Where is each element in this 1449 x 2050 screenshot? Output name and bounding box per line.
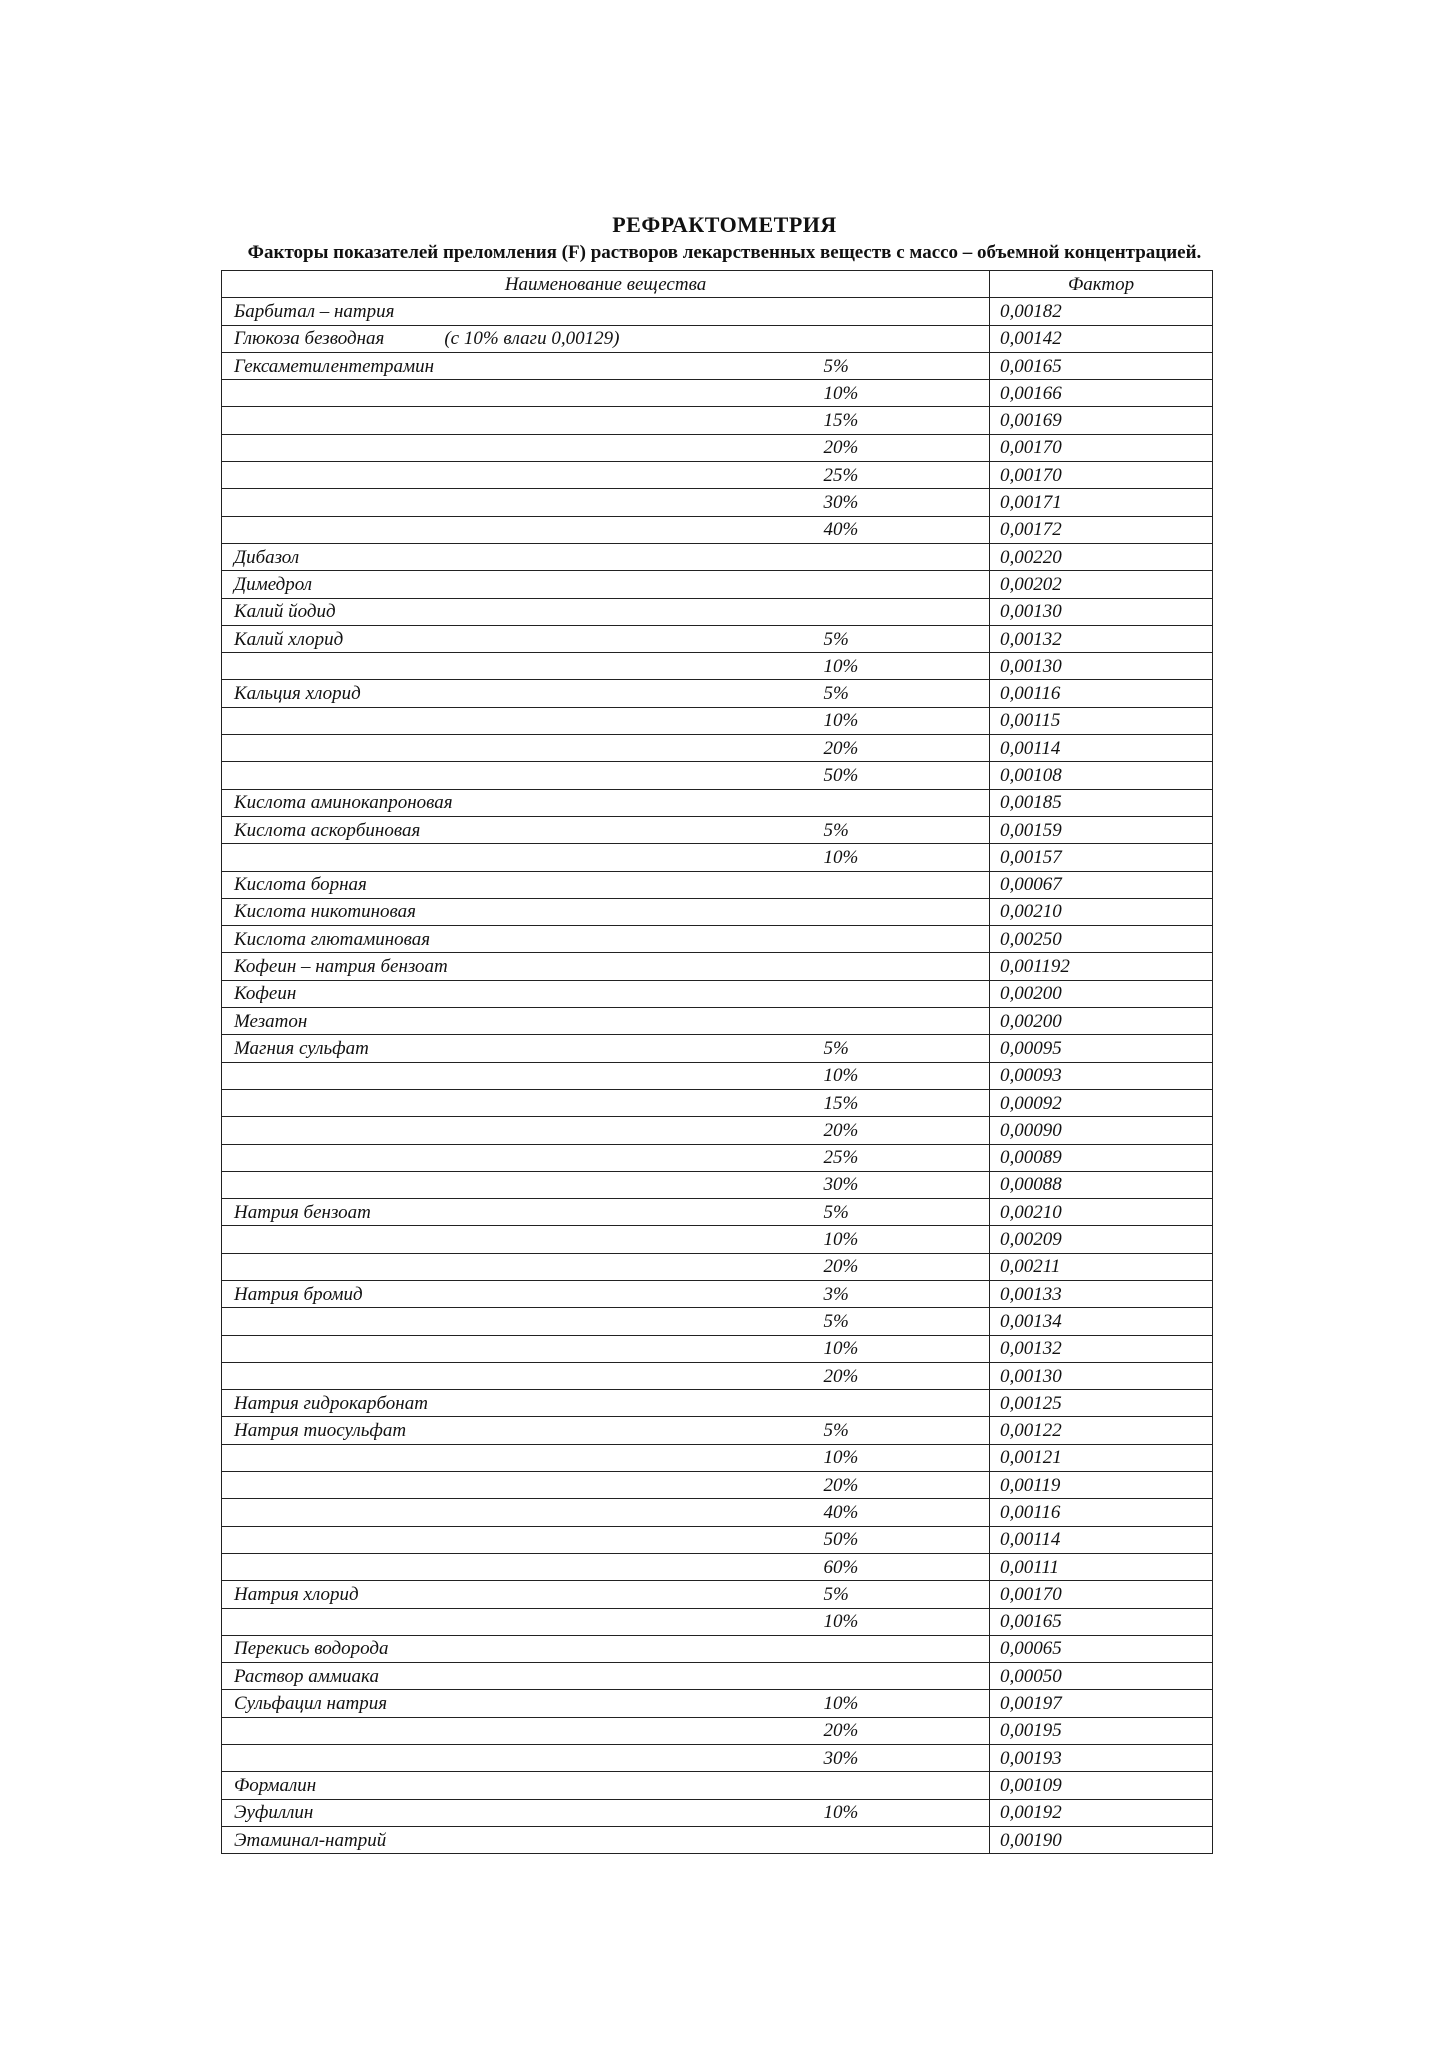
concentration-cell: 3% [772, 1280, 990, 1307]
factor-cell: 0,00122 [990, 1417, 1213, 1444]
table-row [222, 380, 1213, 407]
substance-name: Натрия хлорид [234, 1583, 359, 1605]
substance-name: Перекись водорода [234, 1638, 389, 1660]
concentration-cell [772, 1772, 990, 1799]
factor-cell: 0,00109 [990, 1772, 1213, 1799]
table-row [222, 352, 1213, 379]
substance-name: Калий йодид [234, 601, 336, 623]
substance-name-cell [222, 953, 772, 980]
table-row [222, 1745, 1213, 1772]
substance-name: Барбитал – натрия [234, 300, 395, 322]
page-title: РЕФРАКТОМЕТРИЯ [612, 212, 837, 237]
concentration-cell: 10% [772, 1062, 990, 1089]
table-row [222, 1062, 1213, 1089]
table-row [222, 1144, 1213, 1171]
substance-name: Кислота аскорбиновая [234, 819, 421, 841]
factor-cell: 0,00132 [990, 1335, 1213, 1362]
concentration-cell: 10% [772, 707, 990, 734]
table-row [222, 1253, 1213, 1280]
substance-name-cell [222, 380, 772, 407]
factor-cell: 0,00132 [990, 625, 1213, 652]
substance-name-cell [222, 1280, 772, 1307]
table-row [222, 489, 1213, 516]
factor-cell: 0,00197 [990, 1690, 1213, 1717]
substance-name-cell [222, 707, 772, 734]
table-row [222, 298, 1213, 325]
substance-name-cell [222, 871, 772, 898]
factor-cell: 0,00067 [990, 871, 1213, 898]
factor-cell: 0,00142 [990, 325, 1213, 352]
page-subtitle: Факторы показателей преломления (F) растворов лекарственных веществ с массо – объемной концентрацией. [247, 242, 1202, 263]
table-row [222, 325, 1213, 352]
substance-name-cell [222, 625, 772, 652]
concentration-cell: 60% [772, 1553, 990, 1580]
factor-cell: 0,00125 [990, 1390, 1213, 1417]
concentration-cell: 30% [772, 1745, 990, 1772]
factor-cell: 0,00200 [990, 980, 1213, 1007]
substance-name-cell [222, 598, 772, 625]
table-row [222, 1553, 1213, 1580]
substance-name-cell [222, 1663, 772, 1690]
substance-name: Гексаметилентетрамин [234, 355, 435, 377]
table-row [222, 1444, 1213, 1471]
table-row [222, 1280, 1213, 1307]
concentration-cell: 20% [772, 735, 990, 762]
substance-name: Магния сульфат [234, 1037, 369, 1059]
substance-name-cell [222, 1635, 772, 1662]
concentration-cell [772, 980, 990, 1007]
concentration-cell: 5% [772, 1199, 990, 1226]
table-row [222, 789, 1213, 816]
table-row [222, 1581, 1213, 1608]
factor-cell: 0,00090 [990, 1117, 1213, 1144]
factor-cell: 0,00165 [990, 352, 1213, 379]
factor-cell: 0,00170 [990, 462, 1213, 489]
concentration-cell: 5% [772, 816, 990, 843]
concentration-cell: 20% [772, 1717, 990, 1744]
concentration-cell: 5% [772, 352, 990, 379]
table-row [222, 434, 1213, 461]
concentration-cell: 5% [772, 1035, 990, 1062]
table-row [222, 1526, 1213, 1553]
substance-name-cell [222, 1035, 772, 1062]
substance-name-cell [222, 571, 772, 598]
substance-name-cell [222, 1308, 772, 1335]
header-factor: Фактор [990, 271, 1213, 298]
table-row [222, 1335, 1213, 1362]
substance-name: Кислота никотиновая [234, 901, 416, 923]
factor-cell: 0,00182 [990, 298, 1213, 325]
concentration-cell: 10% [772, 1690, 990, 1717]
table-row [222, 980, 1213, 1007]
substance-note: (с 10% влаги 0,00129) [444, 328, 620, 350]
substance-name-cell [222, 1390, 772, 1417]
factor-cell: 0,00195 [990, 1717, 1213, 1744]
concentration-cell: 10% [772, 653, 990, 680]
concentration-cell: 25% [772, 462, 990, 489]
factor-cell: 0,00133 [990, 1280, 1213, 1307]
concentration-cell: 15% [772, 1089, 990, 1116]
concentration-cell [772, 1635, 990, 1662]
factor-cell: 0,00210 [990, 898, 1213, 925]
substance-name-cell [222, 543, 772, 570]
substance-name-cell [222, 1581, 772, 1608]
substance-name: Формалин [234, 1774, 317, 1796]
table-row [222, 1308, 1213, 1335]
concentration-cell: 10% [772, 380, 990, 407]
factor-cell: 0,001192 [990, 953, 1213, 980]
concentration-cell [772, 926, 990, 953]
concentration-cell [772, 598, 990, 625]
substance-name-cell [222, 1472, 772, 1499]
factor-cell: 0,00185 [990, 789, 1213, 816]
substance-name-cell [222, 462, 772, 489]
substance-name-cell [222, 762, 772, 789]
substance-name-cell [222, 1444, 772, 1471]
table-row [222, 926, 1213, 953]
substance-name-cell [222, 926, 772, 953]
substance-name-cell [222, 407, 772, 434]
factor-cell: 0,00114 [990, 735, 1213, 762]
substance-name-cell [222, 489, 772, 516]
factor-cell: 0,00111 [990, 1553, 1213, 1580]
factor-cell: 0,00250 [990, 926, 1213, 953]
concentration-cell: 20% [772, 1362, 990, 1389]
substance-name: Калий хлорид [234, 628, 344, 650]
factor-cell: 0,00170 [990, 434, 1213, 461]
concentration-cell: 5% [772, 1417, 990, 1444]
concentration-cell [772, 325, 990, 352]
factor-cell: 0,00088 [990, 1171, 1213, 1198]
substance-name-cell [222, 653, 772, 680]
substance-name-cell [222, 898, 772, 925]
factor-cell: 0,00092 [990, 1089, 1213, 1116]
factor-cell: 0,00210 [990, 1199, 1213, 1226]
substance-name-cell [222, 1335, 772, 1362]
concentration-cell: 30% [772, 489, 990, 516]
factor-cell: 0,00190 [990, 1826, 1213, 1853]
concentration-cell [772, 871, 990, 898]
substance-name: Кофеин – натрия бензоат [234, 956, 448, 978]
table-row [222, 680, 1213, 707]
factor-cell: 0,00209 [990, 1226, 1213, 1253]
table-row [222, 816, 1213, 843]
concentration-cell: 20% [772, 1253, 990, 1280]
factor-cell: 0,00192 [990, 1799, 1213, 1826]
factor-cell: 0,00121 [990, 1444, 1213, 1471]
factor-cell: 0,00157 [990, 844, 1213, 871]
substance-name-cell [222, 1526, 772, 1553]
table-row [222, 1117, 1213, 1144]
substance-name-cell [222, 434, 772, 461]
concentration-cell [772, 789, 990, 816]
table-header-row [222, 271, 1213, 298]
substance-name-cell [222, 1089, 772, 1116]
substance-name-cell [222, 352, 772, 379]
substance-name: Кислота глютаминовая [234, 928, 431, 950]
substance-name-cell [222, 735, 772, 762]
substance-name: Димедрол [234, 573, 313, 595]
factor-cell: 0,00134 [990, 1308, 1213, 1335]
substance-name-cell [222, 1608, 772, 1635]
substance-name-cell [222, 1772, 772, 1799]
substance-name-cell [222, 1062, 772, 1089]
factor-cell: 0,00172 [990, 516, 1213, 543]
concentration-cell: 25% [772, 1144, 990, 1171]
concentration-cell: 50% [772, 762, 990, 789]
concentration-cell: 10% [772, 1226, 990, 1253]
factor-cell: 0,00130 [990, 1362, 1213, 1389]
concentration-cell: 10% [772, 1444, 990, 1471]
concentration-cell [772, 953, 990, 980]
table-row [222, 571, 1213, 598]
table-row [222, 1499, 1213, 1526]
concentration-cell [772, 571, 990, 598]
factor-cell: 0,00089 [990, 1144, 1213, 1171]
table-row [222, 953, 1213, 980]
factor-cell: 0,00202 [990, 571, 1213, 598]
table-row [222, 462, 1213, 489]
substance-name-cell [222, 789, 772, 816]
concentration-cell: 5% [772, 680, 990, 707]
table-row [222, 598, 1213, 625]
table-row [222, 625, 1213, 652]
substance-name: Натрия гидрокарбонат [234, 1392, 428, 1414]
substance-name-cell [222, 1144, 772, 1171]
factor-cell: 0,00166 [990, 380, 1213, 407]
substance-name-cell [222, 980, 772, 1007]
substance-name-cell [222, 1008, 772, 1035]
substance-name-cell [222, 1799, 772, 1826]
concentration-cell [772, 1390, 990, 1417]
factor-cell: 0,00130 [990, 653, 1213, 680]
factor-cell: 0,00200 [990, 1008, 1213, 1035]
table-row [222, 1390, 1213, 1417]
table-row [222, 1690, 1213, 1717]
concentration-cell: 10% [772, 1799, 990, 1826]
header-substance-name: Наименование вещества [222, 271, 990, 298]
concentration-cell: 30% [772, 1171, 990, 1198]
substance-name-cell [222, 1226, 772, 1253]
table-row [222, 1199, 1213, 1226]
factor-cell: 0,00220 [990, 543, 1213, 570]
factor-cell: 0,00119 [990, 1472, 1213, 1499]
table-row [222, 1035, 1213, 1062]
substance-name: Кальция хлорид [234, 683, 361, 705]
factor-cell: 0,00093 [990, 1062, 1213, 1089]
substance-name: Дибазол [234, 546, 300, 568]
concentration-cell: 5% [772, 625, 990, 652]
concentration-cell: 50% [772, 1526, 990, 1553]
table-row [222, 1717, 1213, 1744]
concentration-cell: 10% [772, 844, 990, 871]
factor-cell: 0,00130 [990, 598, 1213, 625]
substance-name-cell [222, 1117, 772, 1144]
factor-cell: 0,00193 [990, 1745, 1213, 1772]
table-row [222, 1799, 1213, 1826]
substance-name-cell [222, 680, 772, 707]
factor-cell: 0,00159 [990, 816, 1213, 843]
substance-name: Мезатон [234, 1010, 308, 1032]
concentration-cell [772, 1826, 990, 1853]
substance-name-cell [222, 844, 772, 871]
concentration-cell [772, 1663, 990, 1690]
table-row [222, 407, 1213, 434]
factor-cell: 0,00116 [990, 1499, 1213, 1526]
factor-cell: 0,00065 [990, 1635, 1213, 1662]
concentration-cell [772, 898, 990, 925]
table-row [222, 1226, 1213, 1253]
substance-name-cell [222, 1745, 772, 1772]
substance-name-cell [222, 1717, 772, 1744]
factor-cell: 0,00116 [990, 680, 1213, 707]
substance-name-cell [222, 1171, 772, 1198]
concentration-cell [772, 543, 990, 570]
concentration-cell [772, 1008, 990, 1035]
substance-name-cell [222, 1199, 772, 1226]
factor-cell: 0,00211 [990, 1253, 1213, 1280]
concentration-cell: 40% [772, 516, 990, 543]
table-row [222, 1008, 1213, 1035]
table-row [222, 1472, 1213, 1499]
concentration-cell: 10% [772, 1608, 990, 1635]
substance-name: Кислота борная [234, 874, 367, 896]
concentration-cell: 20% [772, 1472, 990, 1499]
factor-cell: 0,00050 [990, 1663, 1213, 1690]
substance-name: Натрия тиосульфат [234, 1420, 407, 1442]
table-row [222, 1608, 1213, 1635]
substance-name: Кислота аминокапроновая [234, 792, 453, 814]
table-row [222, 653, 1213, 680]
concentration-cell: 40% [772, 1499, 990, 1526]
table-row [222, 871, 1213, 898]
factor-cell: 0,00108 [990, 762, 1213, 789]
table-row [222, 844, 1213, 871]
substance-name-cell [222, 1253, 772, 1280]
factor-cell: 0,00114 [990, 1526, 1213, 1553]
substance-name-cell [222, 1417, 772, 1444]
table-row [222, 707, 1213, 734]
substance-name: Кофеин [234, 983, 297, 1005]
substance-name-cell [222, 516, 772, 543]
factor-cell: 0,00095 [990, 1035, 1213, 1062]
factor-cell: 0,00115 [990, 707, 1213, 734]
substance-name-cell [222, 298, 772, 325]
substance-name: Раствор аммиака [234, 1665, 379, 1687]
concentration-cell [772, 298, 990, 325]
table-row [222, 1362, 1213, 1389]
substance-name: Натрия бензоат [234, 1201, 371, 1223]
substance-name-cell [222, 1553, 772, 1580]
concentration-cell: 5% [772, 1581, 990, 1608]
substance-name: Этаминал-натрий [234, 1829, 387, 1851]
substance-name-cell [222, 1690, 772, 1717]
table-row [222, 762, 1213, 789]
table-row [222, 1826, 1213, 1853]
concentration-cell: 5% [772, 1308, 990, 1335]
concentration-cell: 15% [772, 407, 990, 434]
table-row [222, 735, 1213, 762]
concentration-cell: 20% [772, 1117, 990, 1144]
substance-name-cell [222, 1362, 772, 1389]
substance-name-cell [222, 816, 772, 843]
table-row [222, 898, 1213, 925]
substance-name-cell [222, 1499, 772, 1526]
table-row [222, 1663, 1213, 1690]
concentration-cell: 20% [772, 434, 990, 461]
refraction-factor-table [221, 270, 1213, 1854]
table-row [222, 1772, 1213, 1799]
table-row [222, 1089, 1213, 1116]
factor-cell: 0,00171 [990, 489, 1213, 516]
factor-cell: 0,00169 [990, 407, 1213, 434]
substance-name: Натрия бромид [234, 1283, 363, 1305]
substance-name-cell [222, 325, 772, 352]
table-row [222, 1417, 1213, 1444]
substance-name: Сульфацил натрия [234, 1693, 388, 1715]
table-row [222, 1171, 1213, 1198]
factor-cell: 0,00170 [990, 1581, 1213, 1608]
table-row [222, 516, 1213, 543]
table-row [222, 543, 1213, 570]
factor-cell: 0,00165 [990, 1608, 1213, 1635]
substance-name-cell [222, 1826, 772, 1853]
table-body [222, 298, 1213, 1854]
table-row [222, 1635, 1213, 1662]
substance-name: Эуфиллин [234, 1802, 314, 1824]
substance-name: Глюкоза безводная [234, 328, 385, 350]
concentration-cell: 10% [772, 1335, 990, 1362]
